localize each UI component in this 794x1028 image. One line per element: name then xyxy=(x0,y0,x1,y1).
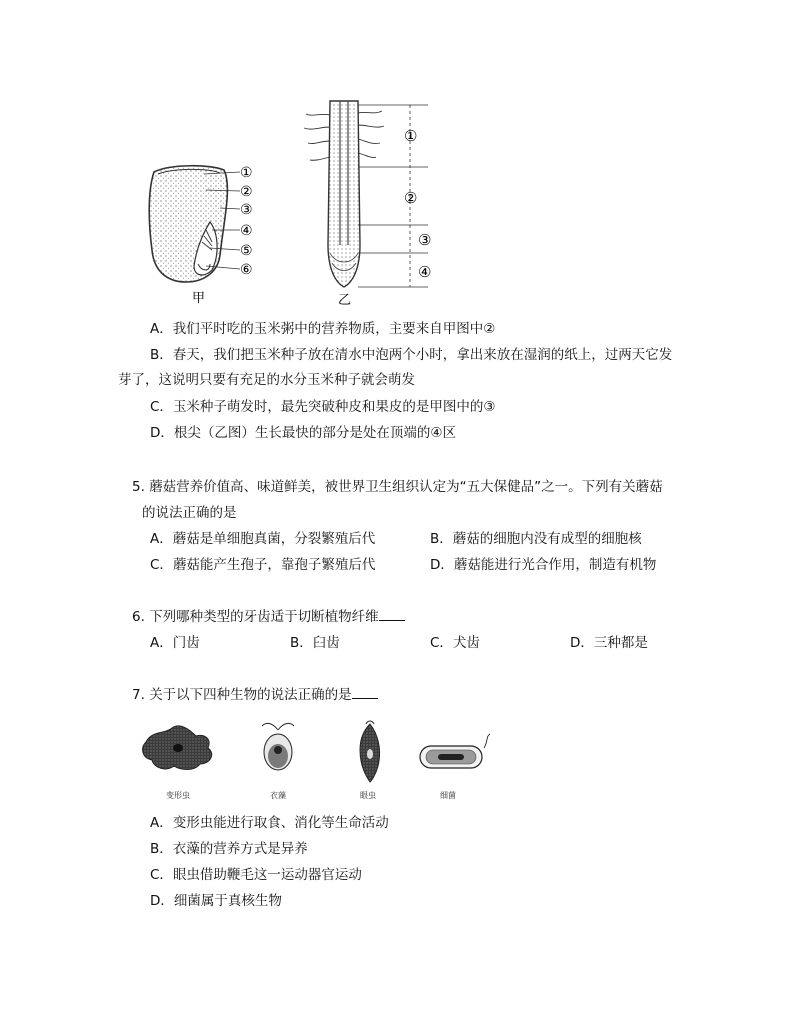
q6-option-a xyxy=(150,634,200,652)
option-label: D． xyxy=(570,635,594,651)
organism-label-chlamydomonas: 衣藻 xyxy=(270,791,286,800)
answer-blank xyxy=(352,686,378,699)
option-label: A． xyxy=(150,531,173,547)
seed-outline xyxy=(149,166,227,282)
option-label: D． xyxy=(150,893,174,909)
seed-label-6: ⑥ xyxy=(240,262,253,278)
question-stem: 蘑菇营养价值高、味道鲜美，被世界卫生组织认定为“五大保健品”之一。下列有关蘑菇 xyxy=(149,479,663,495)
option-label: A． xyxy=(150,635,173,651)
option-text: 我们平时吃的玉米粥中的营养物质，主要来自甲图中② xyxy=(172,321,496,337)
option-text: 蘑菇是单细胞真菌，分裂繁殖后代 xyxy=(172,531,376,547)
q5-option-a xyxy=(150,530,375,548)
question-number: 5. xyxy=(132,479,145,495)
option-label: C． xyxy=(150,557,173,573)
seed-label-2: ② xyxy=(240,184,253,200)
q7-option-c xyxy=(150,866,362,884)
option-text: 变形虫能进行取食、消化等生命活动 xyxy=(172,815,389,831)
bacterium-icon xyxy=(420,734,490,768)
q5-option-d xyxy=(430,556,656,574)
chlamydomonas-icon xyxy=(262,723,294,770)
question-number: 7. xyxy=(132,687,145,703)
q4-option-a xyxy=(150,320,495,338)
question-stem: 下列哪种类型的牙齿适于切断植物纤维 xyxy=(149,609,379,625)
option-label: A． xyxy=(150,321,173,337)
option-label: A． xyxy=(150,815,173,831)
option-text: 门齿 xyxy=(172,635,200,651)
corn-seed-figure xyxy=(140,160,270,308)
option-text: 眼虫借助鞭毛这一运动器官运动 xyxy=(172,867,362,883)
organism-label-amoeba: 变形虫 xyxy=(166,791,190,800)
seed-label-1: ① xyxy=(240,165,253,181)
root-hairs-right xyxy=(358,111,384,158)
option-label: C． xyxy=(150,399,173,415)
option-text: 犬齿 xyxy=(452,635,480,651)
q7-option-a xyxy=(150,814,389,832)
q7-stem xyxy=(132,686,378,704)
q6-stem xyxy=(132,608,405,626)
q5-option-c xyxy=(150,556,375,574)
q7-option-b xyxy=(150,840,308,858)
option-label: D． xyxy=(430,557,454,573)
seed-figure-name: 甲 xyxy=(192,291,206,306)
option-text: 臼齿 xyxy=(312,635,340,651)
option-text: 三种都是 xyxy=(593,635,648,651)
option-label: C． xyxy=(430,635,453,651)
option-label: B． xyxy=(430,531,453,547)
root-figure-name: 乙 xyxy=(338,293,352,308)
root-outline xyxy=(328,101,360,287)
option-text: 蘑菇能产生孢子，靠孢子繁殖后代 xyxy=(172,557,376,573)
answer-blank xyxy=(379,608,405,621)
option-text: 玉米种子萌发时，最先突破种皮和果皮的是甲图中的③ xyxy=(172,399,496,415)
q4-option-d xyxy=(150,424,456,442)
organisms-figure xyxy=(138,720,498,802)
q5-option-b xyxy=(430,530,642,548)
q6-option-d xyxy=(570,634,648,652)
seed-label-3: ③ xyxy=(240,202,253,218)
option-label: B． xyxy=(290,635,313,651)
seed-label-5: ⑤ xyxy=(240,243,253,259)
option-label: C． xyxy=(150,867,173,883)
option-text: 春天，我们把玉米种子放在清水中泡两个小时，拿出来放在湿润的纸上，过两天它发 xyxy=(172,347,673,363)
q7-option-d xyxy=(150,892,282,910)
option-text: 蘑菇能进行光合作用，制造有机物 xyxy=(453,557,657,573)
question-number: 6. xyxy=(132,609,145,625)
option-label: D． xyxy=(150,425,174,441)
organism-label-bacterium: 细菌 xyxy=(440,791,456,800)
root-hairs-left xyxy=(304,114,330,160)
option-text: 根尖（乙图）生长最快的部分是处在顶端的④区 xyxy=(173,425,457,441)
seed-label-4: ④ xyxy=(240,223,253,239)
option-text: 细菌属于真核生物 xyxy=(173,893,282,909)
option-label: B． xyxy=(150,347,173,363)
option-text: 蘑菇的细胞内没有成型的细胞核 xyxy=(452,531,642,547)
q6-option-c xyxy=(430,634,480,652)
q4-option-b xyxy=(150,346,672,364)
question-stem: 关于以下四种生物的说法正确的是 xyxy=(149,687,352,703)
q5-stem xyxy=(132,478,663,496)
root-label-2: ② xyxy=(404,189,418,207)
root-tip-figure xyxy=(300,95,450,310)
q6-option-b xyxy=(290,634,340,652)
option-label: B． xyxy=(150,841,173,857)
option-text: 衣藻的营养方式是异养 xyxy=(172,841,308,857)
root-label-4: ④ xyxy=(418,263,432,281)
root-label-3: ③ xyxy=(418,231,432,249)
organism-label-euglena: 眼虫 xyxy=(360,791,376,800)
q5-stem-continued: 的说法正确的是 xyxy=(142,505,237,521)
q4-option-c xyxy=(150,398,496,416)
root-label-1: ① xyxy=(404,127,418,145)
q4-option-b-continued: 芽了，这说明只要有充足的水分玉米种子就会萌发 xyxy=(118,372,415,388)
euglena-icon xyxy=(360,721,380,782)
